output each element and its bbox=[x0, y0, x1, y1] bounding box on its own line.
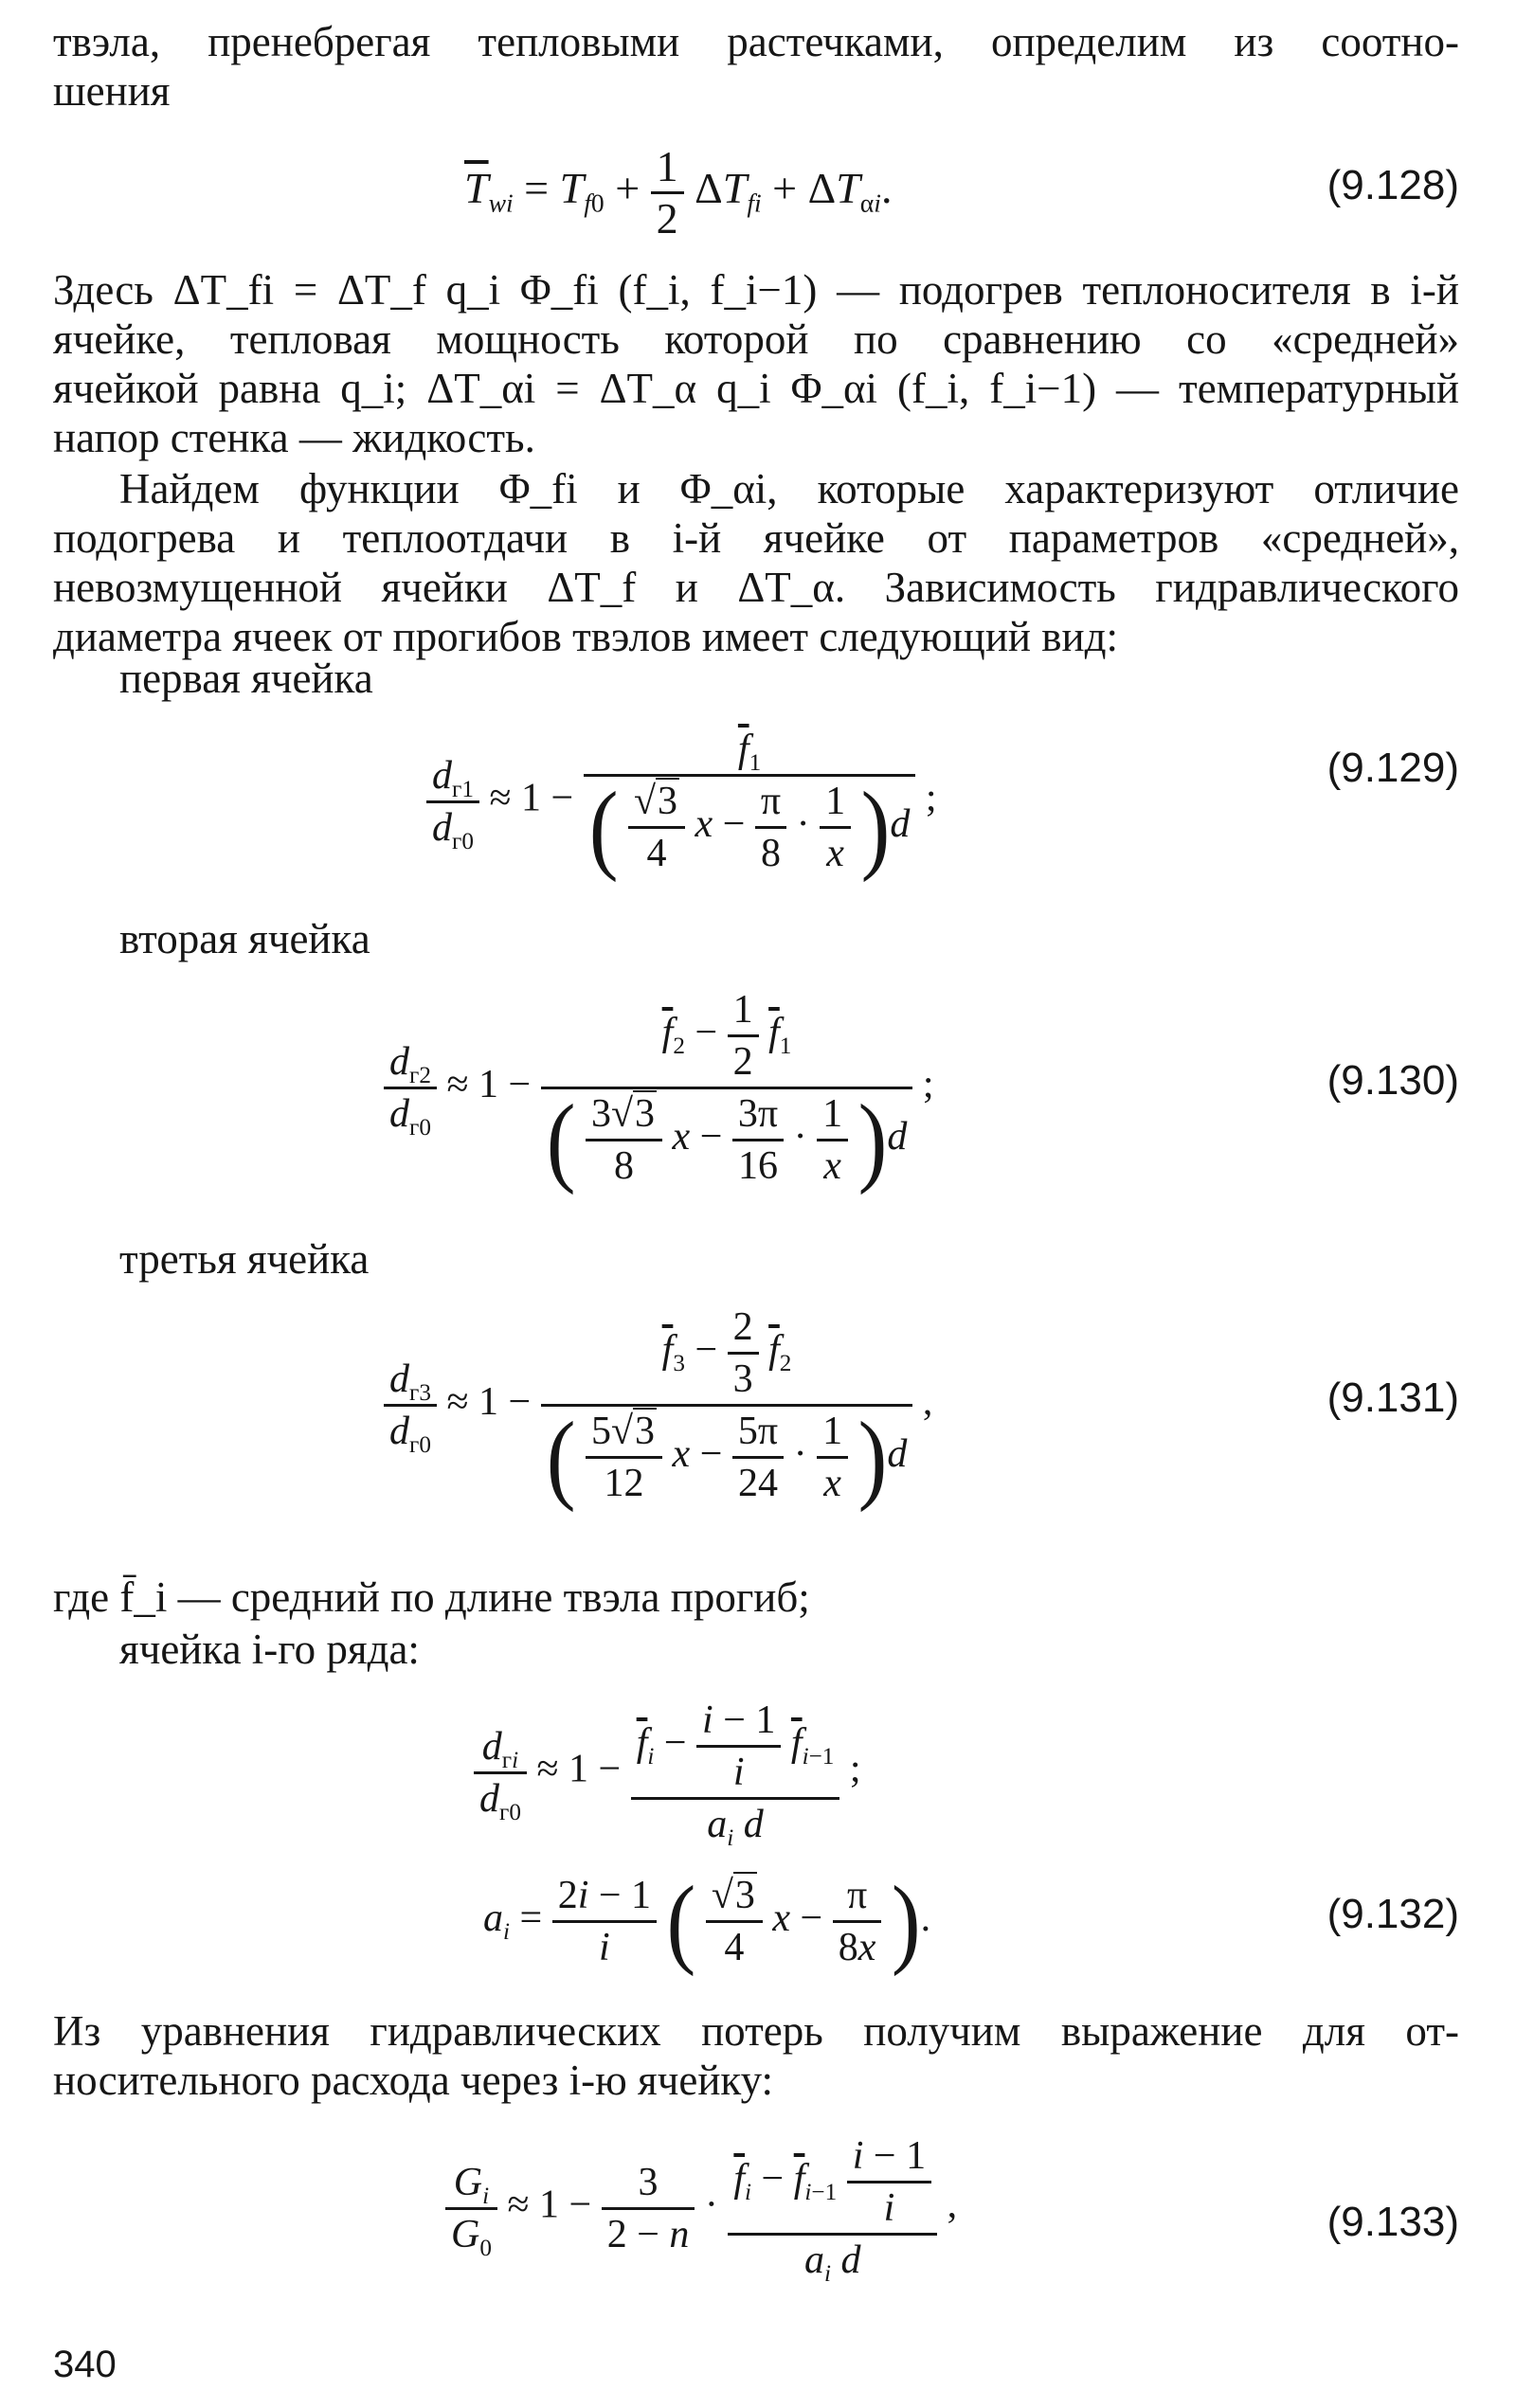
page-number: 340 bbox=[53, 2344, 117, 2385]
second-cell-label: вторая ячейка bbox=[119, 915, 370, 962]
intro-paragraph bbox=[53, 17, 1459, 116]
equation-9-131: $\frac{d_{г3}}{d_{г0}}$ ≈ 1 − $\overline{f}_3$ − $\frac{2}{3}$ $\overline{f}_2$ ( $\frac{5√3}{12}$ x − $\frac{5\pi}{24}$ · $\frac{1}{x}$ )d , bbox=[384, 1303, 932, 1508]
equation-number: (9.128) bbox=[1326, 162, 1459, 208]
text-line: твэла, пренебрегая тепловыми растечками, определим из соотно- bbox=[53, 18, 1459, 65]
third-cell-label: третья ячейка bbox=[119, 1235, 370, 1283]
text-line: Здесь ΔT_fi = ΔT_f q_i Φ_fi (f_i, f_i−1) — подогрев теплоносителя в i-й bbox=[53, 266, 1459, 314]
equation-9-132-line2: $a_i$ = $\frac{2i - 1}{i}$ ( $\frac{√3}{4}$ x − $\frac{\pi}{8x}$ ). bbox=[483, 1865, 931, 1977]
equation-9-133: $\frac{G_i}{G_0}$ ≈ 1 − $\frac{3}{2 - n}$ · $\overline{f}_i - \overline{f}_{i-1}$ $\frac{i - 1}{i}$ $a_i$ d , bbox=[445, 2131, 957, 2285]
equation-number: (9.131) bbox=[1326, 1375, 1459, 1421]
equation-number: (9.130) bbox=[1326, 1057, 1459, 1104]
row-i-label: ячейка i-го ряда: bbox=[119, 1626, 420, 1673]
text-line: шения bbox=[53, 67, 171, 115]
first-cell-label: первая ячейка bbox=[119, 655, 373, 702]
equation-9-128: $\overline{T}_{wi} = T_{f0}$ + $\frac{1}{2}$ $\Delta T_{fi} + \Delta T_{\alpha i}$. bbox=[464, 142, 893, 243]
equation-9-129: $\frac{d_{г1}}{d_{г0}}$ ≈ 1 − $\overline{f}_1$ ( $\frac{√3}{4}$ x − $\frac{\pi}{8}$ · $\frac{1}{x}$ )d ; bbox=[426, 725, 937, 878]
functions-paragraph bbox=[53, 464, 1459, 661]
equation-9-132-line1: $\frac{d_{гi}}{d_{г0}}$ ≈ 1 − $\overline{f}_i$ − $\frac{i - 1}{i}$ $\overline{f}_{i-1}$ $a_i$ d ; bbox=[474, 1696, 861, 1849]
where-line: где f̄_i — средний по длине твэла прогиб; bbox=[53, 1573, 810, 1621]
text-line: Найдем функции Φ_fi и Φ_αi, которые характеризуют отличие bbox=[119, 465, 1459, 512]
text-line: Из уравнения гидравлических потерь получим выражение для от- bbox=[53, 2007, 1459, 2055]
equation-number: (9.132) bbox=[1326, 1891, 1459, 1937]
equation-number: (9.133) bbox=[1326, 2199, 1459, 2245]
text-line: носительного расхода через i-ю ячейку: bbox=[53, 2057, 774, 2104]
text-line: ячейке, тепловая мощность которой по сравнению со «средней» bbox=[53, 315, 1459, 363]
text-line: подогрева и теплоотдачи в i-й ячейке от параметров «средней», bbox=[53, 514, 1459, 562]
explanation-paragraph bbox=[53, 265, 1459, 462]
text-line: невозмущенной ячейки ΔT_f и ΔT_α. Зависимость гидравлического bbox=[53, 564, 1459, 611]
equation-number: (9.129) bbox=[1326, 745, 1459, 791]
text-line: диаметра ячеек от прогибов твэлов имеет следующий вид: bbox=[53, 613, 1118, 660]
text-line: напор стенка — жидкость. bbox=[53, 414, 535, 461]
flow-paragraph bbox=[53, 2006, 1459, 2105]
equation-9-130: $\frac{d_{г2}}{d_{г0}}$ ≈ 1 − $\overline{f}_2$ − $\frac{1}{2}$ $\overline{f}_1$ ( $\frac{3√3}{8}$ x − $\frac{3\pi}{16}$ · $\frac{1}{x}$ )d ; bbox=[384, 985, 934, 1191]
text-line: ячейкой равна q_i; ΔT_αi = ΔT_α q_i Φ_αi (f_i, f_i−1) — температурный bbox=[53, 365, 1459, 412]
